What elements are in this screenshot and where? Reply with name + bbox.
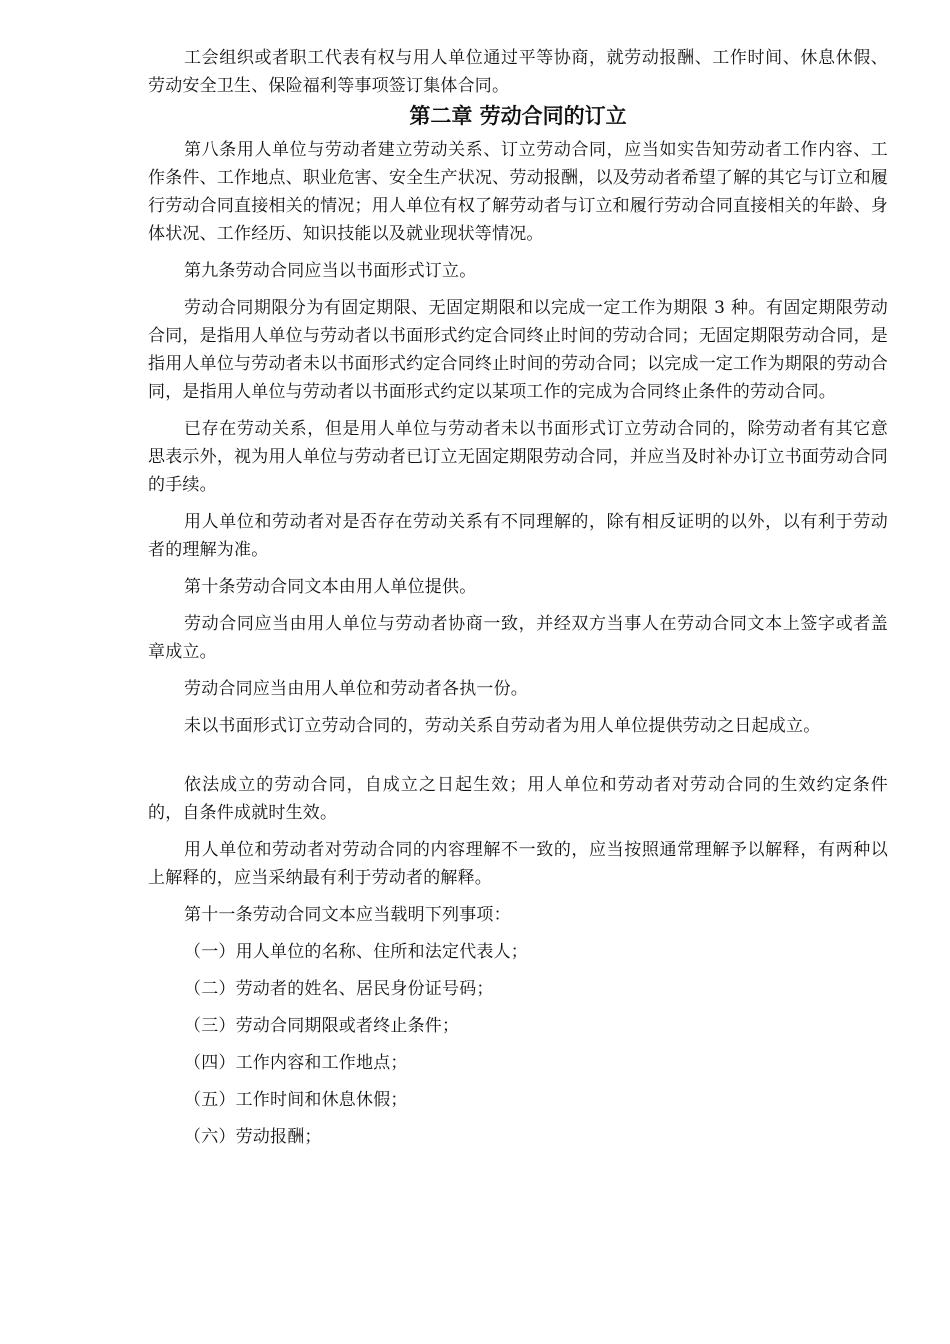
list-item: （一）用人单位的名称、住所和法定代表人；	[184, 942, 528, 962]
paragraph-article-8: 第八条用人单位与劳动者建立劳动关系、订立劳动合同，应当如实告知劳动者工作内容、工作条件、工作地点、职业危害、安全生产状况、劳动报酬，以及劳动者希望了解的其它与订立和履行劳动合同直接相关的情况；用人单位有权了解劳动者与订立和履行劳动合同直接相关的年龄、身体状况、工作经历、知识技能以及就业现状等情况。	[148, 140, 888, 244]
paragraph-interpretation: 用人单位和劳动者对是否存在劳动关系有不同理解的，除有相反证明的以外，以有利于劳动者的理解为准。	[148, 512, 888, 560]
intro-paragraph: 工会组织或者职工代表有权与用人单位通过平等协商，就劳动报酬、工作时间、休息休假、劳动安全卫生、保险福利等事项签订集体合同。	[148, 48, 888, 96]
list-item: （五）工作时间和休息休假；	[184, 1090, 408, 1110]
paragraph-contract-term: 劳动合同期限分为有固定期限、无固定期限和以完成一定工作为期限 3 种。有固定期限劳动合同，是指用人单位与劳动者以书面形式约定合同终止时间的劳动合同；无固定期限劳动合同，是指用人单位与劳动者未以书面形式约定合同终止时间的劳动合同；以完成一定工作为期限的劳动合同，是指用人单位与劳动者以书面形式约定以某项工作的完成为合同终止条件的劳动合同。	[148, 298, 888, 402]
list-item: （三）劳动合同期限或者终止条件；	[184, 1016, 460, 1036]
spacer	[148, 749, 888, 771]
paragraph-article-11: 第十一条劳动合同文本应当载明下列事项：	[184, 905, 511, 925]
chapter-title: 第二章 劳动合同的订立	[409, 104, 627, 128]
paragraph-signing: 劳动合同应当由用人单位与劳动者协商一致，并经双方当事人在劳动合同文本上签字或者盖章成立。	[148, 614, 888, 662]
paragraph-unwritten: 未以书面形式订立劳动合同的，劳动关系自劳动者为用人单位提供劳动之日起成立。	[184, 716, 821, 736]
document-page	[148, 44, 888, 1160]
paragraph-effectiveness: 依法成立的劳动合同，自成立之日起生效；用人单位和劳动者对劳动合同的生效约定条件的，自条件成就时生效。	[148, 775, 888, 823]
paragraph-understanding: 用人单位和劳动者对劳动合同的内容理解不一致的，应当按照通常理解予以解释，有两种以上解释的，应当采纳最有利于劳动者的解释。	[148, 840, 888, 888]
list-item: （六）劳动报酬；	[184, 1127, 322, 1147]
paragraph-copies: 劳动合同应当由用人单位和劳动者各执一份。	[184, 679, 528, 699]
paragraph-article-9: 第九条劳动合同应当以书面形式订立。	[184, 261, 477, 281]
list-item: （四）工作内容和工作地点；	[184, 1053, 408, 1073]
paragraph-existing-relation: 已存在劳动关系，但是用人单位与劳动者未以书面形式订立劳动合同的，除劳动者有其它意思表示外，视为用人单位与劳动者已订立无固定期限劳动合同，并应当及时补办订立书面劳动合同的手续。	[148, 419, 888, 495]
list-item: （二）劳动者的姓名、居民身份证号码；	[184, 979, 494, 999]
paragraph-article-10: 第十条劳动合同文本由用人单位提供。	[184, 577, 477, 597]
